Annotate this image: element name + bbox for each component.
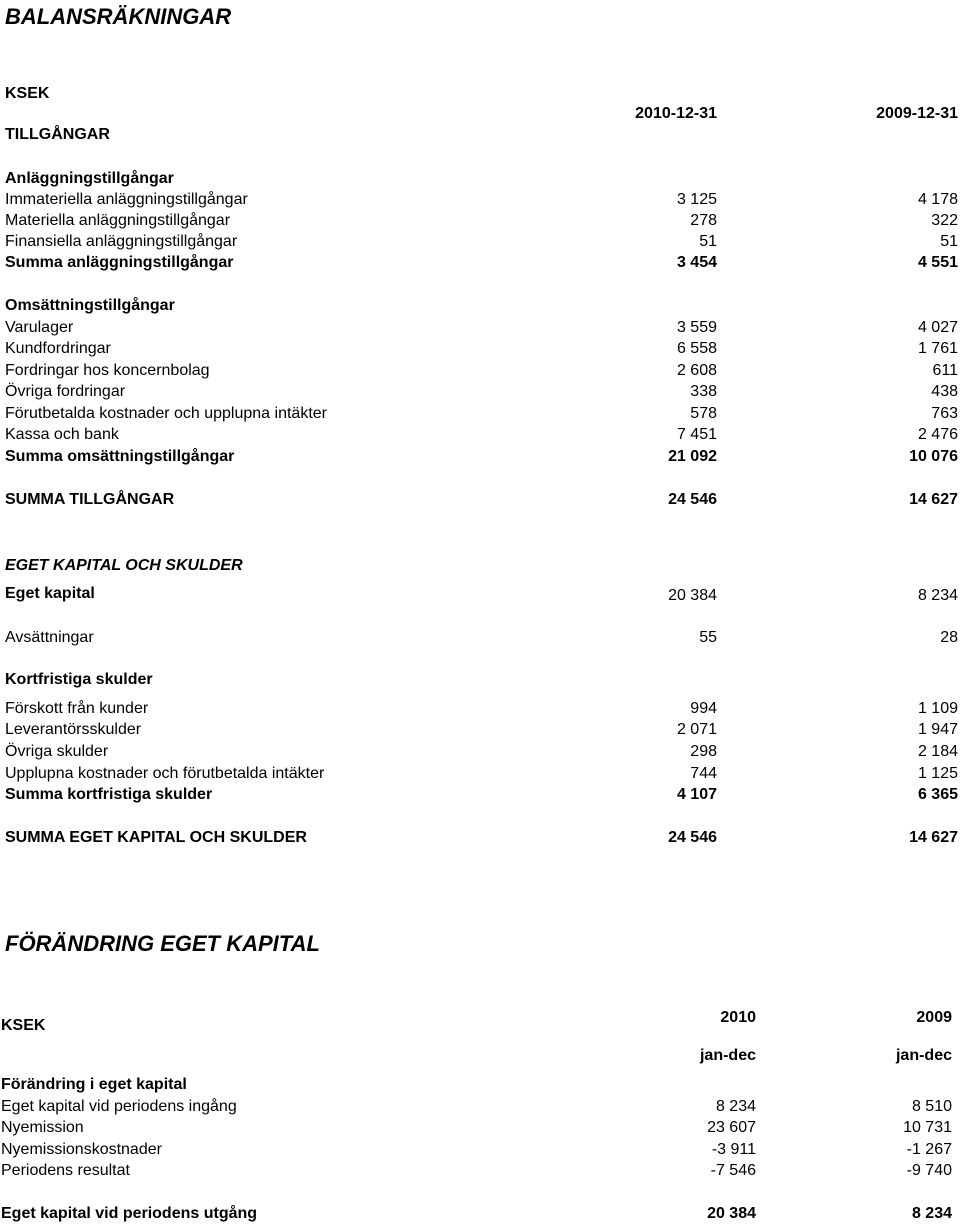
row-value-2009: 4 178 <box>917 191 958 208</box>
row-label: Övriga skulder <box>5 743 109 760</box>
row-label: Periodens resultat <box>1 1162 130 1179</box>
row-label: Nyemissionskostnader <box>1 1141 162 1158</box>
total-value-2009: 14 627 <box>909 829 958 846</box>
fixed-assets-heading: Anläggningstillgångar <box>5 170 174 187</box>
row-label: Immateriella anläggningstillgångar <box>5 191 248 208</box>
current-assets-heading: Omsättningstillgångar <box>5 297 175 314</box>
row-value-2009: 28 <box>940 629 958 646</box>
change-col2-year: 2009 <box>916 1009 952 1026</box>
row-value-2010: 578 <box>690 405 717 422</box>
row-value-2010: 55 <box>699 629 717 646</box>
change-col1-period: jan-dec <box>699 1047 756 1064</box>
sum-value-2010: 20 384 <box>707 1205 756 1222</box>
row-value-2010: 2 071 <box>676 721 717 738</box>
row-value-2009: 763 <box>931 405 958 422</box>
assets-heading: TILLGÅNGAR <box>5 126 110 143</box>
row-label: Varulager <box>5 319 74 336</box>
row-value-2009: 4 027 <box>917 319 958 336</box>
row-value-2009: -9 740 <box>906 1162 952 1179</box>
row-value-2010: 6 558 <box>676 340 717 357</box>
row-value-2010: 8 234 <box>715 1098 756 1115</box>
row-label: Finansiella anläggningstillgångar <box>5 233 238 250</box>
row-value-2010: 338 <box>690 383 717 400</box>
row-value-2010: 3 125 <box>676 191 717 208</box>
sum-value-2009: 4 551 <box>917 254 958 271</box>
equity-change-title: FÖRÄNDRING EGET KAPITAL <box>5 931 320 956</box>
row-label: Förskott från kunder <box>5 700 149 717</box>
row-label: Eget kapital vid periodens ingång <box>1 1098 237 1115</box>
row-value-2010: -7 546 <box>710 1162 756 1179</box>
total-label: SUMMA TILLGÅNGAR <box>5 491 175 508</box>
row-label: Fordringar hos koncernbolag <box>5 362 210 379</box>
sum-value-2010: 4 107 <box>676 786 717 803</box>
row-value-2010: -3 911 <box>711 1141 756 1158</box>
row-value-2010: 994 <box>690 700 717 717</box>
change-col1-year: 2010 <box>720 1009 756 1026</box>
total-label: SUMMA EGET KAPITAL OCH SKULDER <box>5 829 307 846</box>
row-value-2010: 51 <box>699 233 717 250</box>
row-value-2010: 7 451 <box>676 426 717 443</box>
row-label: Materiella anläggningstillgångar <box>5 212 231 229</box>
row-value-2010: 298 <box>690 743 717 760</box>
balance-title: BALANSRÄKNINGAR <box>5 4 232 29</box>
sum-label: Summa kortfristiga skulder <box>5 786 213 803</box>
row-value-2009: 438 <box>931 383 958 400</box>
change-col2-period: jan-dec <box>895 1047 952 1064</box>
sum-label: Eget kapital vid periodens utgång <box>1 1205 258 1222</box>
row-label: Kundfordringar <box>5 340 111 357</box>
short-liabilities-heading: Kortfristiga skulder <box>5 671 153 688</box>
sum-label: Summa omsättningstillgångar <box>5 448 235 465</box>
row-label: Kassa och bank <box>5 426 119 443</box>
row-label: Förutbetalda kostnader och upplupna intäkter <box>5 405 327 422</box>
equity-change-heading: Förändring i eget kapital <box>1 1076 187 1093</box>
total-value-2010: 24 546 <box>668 829 717 846</box>
row-value-2010: 744 <box>690 765 717 782</box>
row-value-2009: 2 476 <box>917 426 958 443</box>
row-label: Övriga fordringar <box>5 383 126 400</box>
row-label: Upplupna kostnader och förutbetalda intäkter <box>5 765 325 782</box>
row-value-2009: 1 109 <box>917 700 958 717</box>
row-value-2009: 1 125 <box>917 765 958 782</box>
row-value-2009: 8 234 <box>917 587 958 604</box>
total-value-2009: 14 627 <box>909 491 958 508</box>
equity-change-unit: KSEK <box>1 1017 46 1034</box>
row-value-2009: 10 731 <box>903 1119 952 1136</box>
row-value-2009: 2 184 <box>917 743 958 760</box>
row-value-2010: 20 384 <box>668 587 717 604</box>
sum-label: Summa anläggningstillgångar <box>5 254 234 271</box>
row-value-2009: 322 <box>931 212 958 229</box>
row-label: Avsättningar <box>5 629 94 646</box>
equity-liabilities-heading: EGET KAPITAL OCH SKULDER <box>5 557 243 574</box>
total-value-2010: 24 546 <box>668 491 717 508</box>
row-value-2009: 1 947 <box>917 721 958 738</box>
row-value-2009: 51 <box>940 233 958 250</box>
sum-value-2010: 3 454 <box>676 254 717 271</box>
row-value-2010: 23 607 <box>707 1119 756 1136</box>
row-value-2010: 3 559 <box>676 319 717 336</box>
row-label: Nyemission <box>1 1119 84 1136</box>
row-value-2009: 8 510 <box>911 1098 952 1115</box>
row-value-2010: 278 <box>690 212 717 229</box>
balance-unit: KSEK <box>5 85 50 102</box>
balance-col1-header: 2010-12-31 <box>635 105 717 122</box>
row-label: Leverantörsskulder <box>5 721 142 738</box>
balance-col2-header: 2009-12-31 <box>876 105 958 122</box>
row-value-2009: 1 761 <box>917 340 958 357</box>
sum-value-2009: 8 234 <box>911 1205 952 1222</box>
row-label: Eget kapital <box>5 585 95 602</box>
sum-value-2009: 10 076 <box>909 448 958 465</box>
sum-value-2009: 6 365 <box>917 786 958 803</box>
sum-value-2010: 21 092 <box>668 448 717 465</box>
row-value-2009: -1 267 <box>906 1141 952 1158</box>
row-value-2010: 2 608 <box>676 362 717 379</box>
row-value-2009: 611 <box>932 362 958 379</box>
